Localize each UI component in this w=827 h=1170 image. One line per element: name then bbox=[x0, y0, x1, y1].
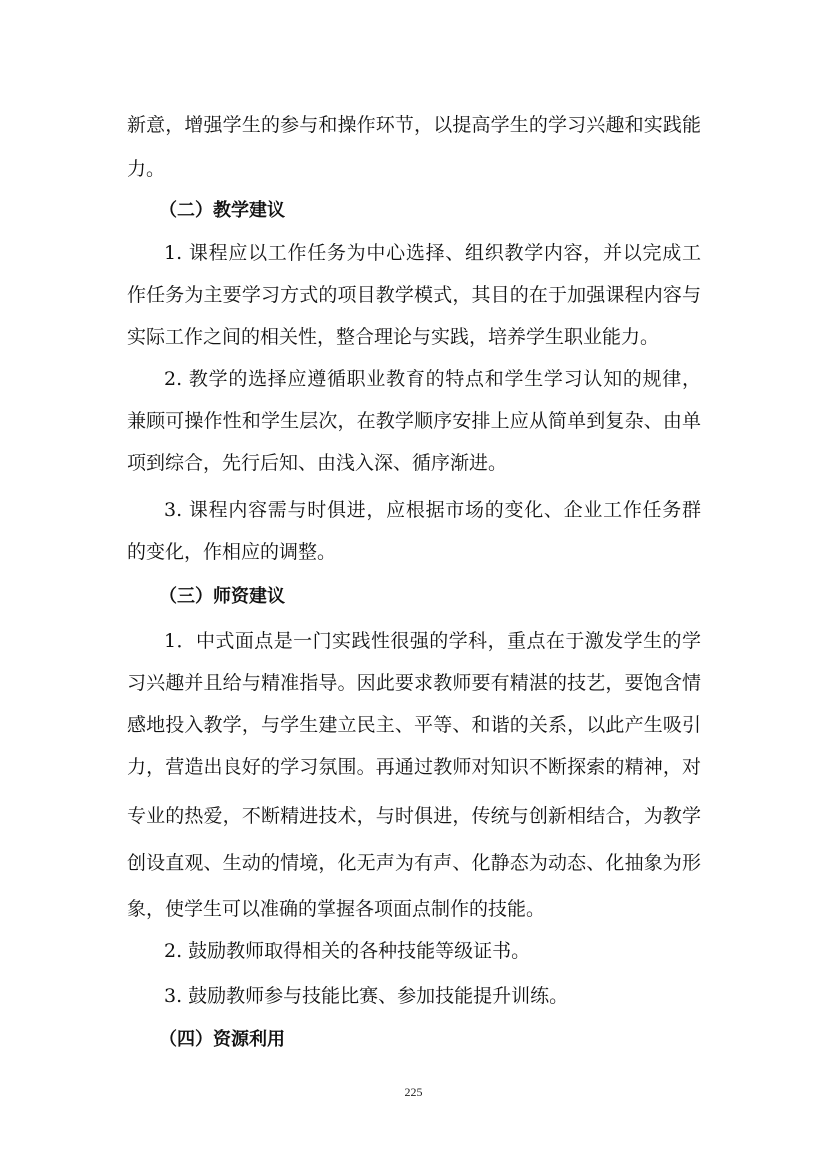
section-heading-teaching-suggestions: （二）教学建议 bbox=[159, 200, 285, 221]
paragraph-line: 习兴趣并且给与精准指导。因此要求教师要有精湛的技艺，要饱含情 bbox=[127, 672, 701, 694]
paragraph-line: 感地投入教学，与学生建立民主、平等、和谐的关系，以此产生吸引 bbox=[127, 714, 701, 736]
paragraph-line: 兼顾可操作性和学生层次，在教学顺序安排上应从简单到复杂、由单 bbox=[127, 410, 701, 432]
paragraph-line: 力。 bbox=[127, 158, 166, 180]
section-heading-resource-use: （四）资源利用 bbox=[159, 1029, 285, 1050]
paragraph-line: 创设直观、生动的情境，化无声为有声、化静态为动态、化抽象为形 bbox=[127, 852, 701, 874]
paragraph-line: 的变化，作相应的调整。 bbox=[127, 541, 337, 563]
paragraph-line: 2. 鼓励教师取得相关的各种技能等级证书。 bbox=[164, 940, 531, 962]
paragraph-line: 1．中式面点是一门实践性很强的学科，重点在于激发学生的学 bbox=[164, 630, 701, 652]
page-number: 225 bbox=[404, 1085, 423, 1099]
paragraph-line: 1. 课程应以工作任务为中心选择、组织教学内容，并以完成工 bbox=[164, 242, 701, 264]
paragraph-line: 新意，增强学生的参与和操作环节，以提高学生的学习兴趣和实践能 bbox=[127, 114, 701, 136]
paragraph-line: 3. 鼓励教师参与技能比赛、参加技能提升训练。 bbox=[164, 985, 569, 1007]
paragraph-line: 2. 教学的选择应遵循职业教育的特点和学生学习认知的规律， bbox=[164, 368, 701, 390]
paragraph-line: 象，使学生可以准确的掌握各项面点制作的技能。 bbox=[127, 898, 546, 920]
paragraph-line: 力，营造出良好的学习氛围。再通过教师对知识不断探索的精神，对 bbox=[127, 756, 701, 778]
paragraph-line: 实际工作之间的相关性，整合理论与实践，培养学生职业能力。 bbox=[127, 326, 660, 348]
section-heading-faculty-suggestions: （三）师资建议 bbox=[159, 586, 285, 607]
paragraph-line: 专业的热爱，不断精进技术，与时俱进，传统与创新相结合，为教学 bbox=[127, 805, 701, 827]
paragraph-line: 作任务为主要学习方式的项目教学模式，其目的在于加强课程内容与 bbox=[127, 284, 701, 306]
paragraph-line: 项到综合，先行后知、由浅入深、循序渐进。 bbox=[127, 452, 508, 474]
paragraph-line: 3. 课程内容需与时俱进，应根据市场的变化、企业工作任务群 bbox=[164, 499, 701, 521]
